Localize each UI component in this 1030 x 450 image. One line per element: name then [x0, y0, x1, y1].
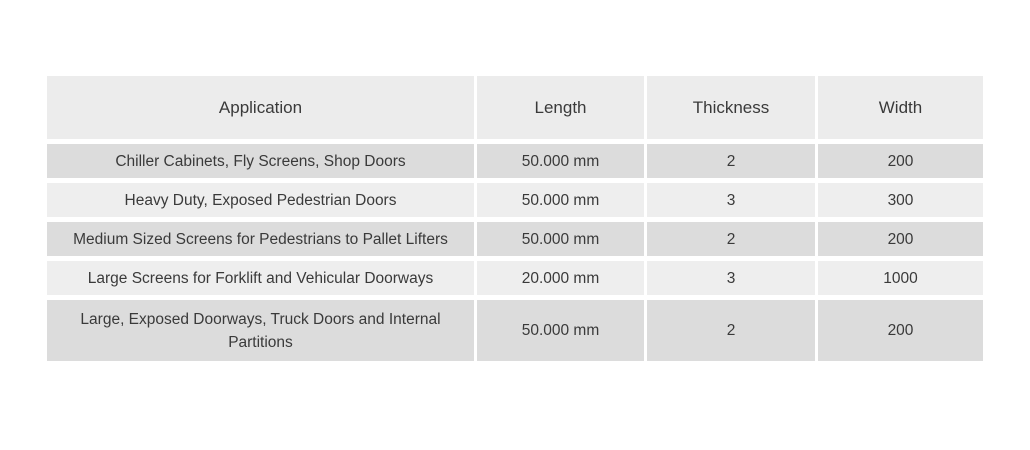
table-body — [47, 144, 983, 361]
header-application: Application — [47, 76, 474, 139]
cell-application: Medium Sized Screens for Pedestrians to Pallet Lifters — [47, 222, 474, 256]
table-row — [47, 222, 983, 256]
cell-length: 50.000 mm — [477, 183, 644, 217]
cell-width: 300 — [818, 183, 983, 217]
cell-length: 20.000 mm — [477, 261, 644, 295]
cell-length: 50.000 mm — [477, 144, 644, 178]
specifications-table — [44, 71, 986, 366]
cell-width: 200 — [818, 222, 983, 256]
table-row — [47, 300, 983, 361]
table-row — [47, 261, 983, 295]
cell-length: 50.000 mm — [477, 222, 644, 256]
cell-width: 200 — [818, 144, 983, 178]
table-row — [47, 183, 983, 217]
header-length: Length — [477, 76, 644, 139]
cell-length: 50.000 mm — [477, 300, 644, 361]
header-thickness: Thickness — [647, 76, 815, 139]
cell-application: Large Screens for Forklift and Vehicular Doorways — [47, 261, 474, 295]
cell-thickness: 2 — [647, 144, 815, 178]
cell-thickness: 2 — [647, 300, 815, 361]
header-width: Width — [818, 76, 983, 139]
table-header — [47, 76, 983, 139]
table-row — [47, 144, 983, 178]
cell-width: 200 — [818, 300, 983, 361]
cell-application: Large, Exposed Doorways, Truck Doors and Internal Partitions — [47, 300, 474, 361]
header-row — [47, 76, 983, 139]
cell-application: Heavy Duty, Exposed Pedestrian Doors — [47, 183, 474, 217]
cell-thickness: 2 — [647, 222, 815, 256]
cell-thickness: 3 — [647, 261, 815, 295]
cell-application: Chiller Cabinets, Fly Screens, Shop Doors — [47, 144, 474, 178]
cell-width: 1000 — [818, 261, 983, 295]
cell-thickness: 3 — [647, 183, 815, 217]
